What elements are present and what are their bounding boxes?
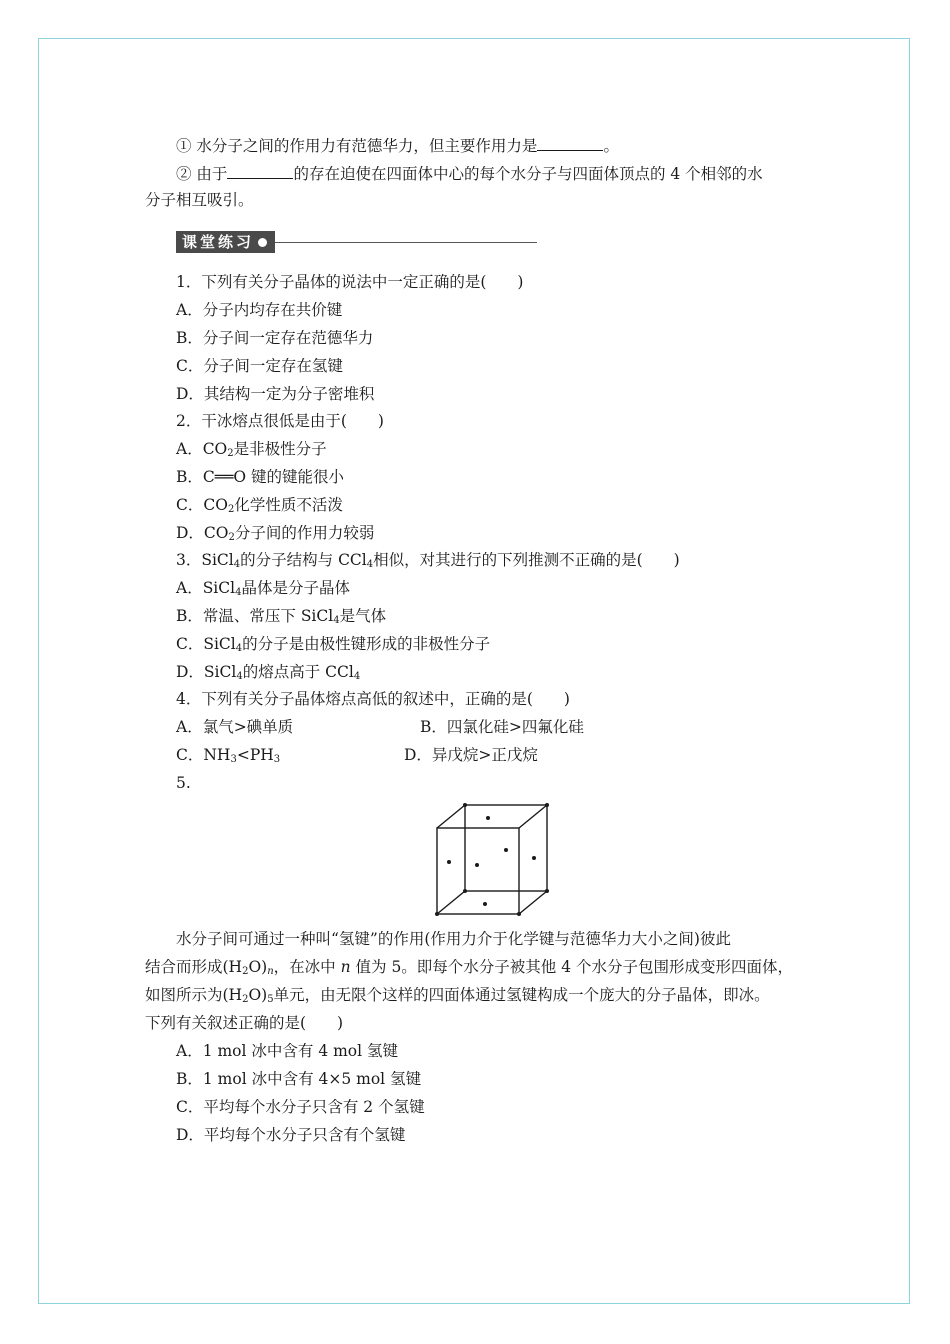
molecule-dot xyxy=(475,863,479,867)
q4-option-a[interactable]: A．氯气>碘单质 xyxy=(176,718,294,736)
q2-stem: 2．干冰熔点很低是由于( ) xyxy=(176,412,384,430)
intro-text: ② 由于 xyxy=(176,165,228,183)
q5-paragraph-4: 下列有关叙述正确的是( ) xyxy=(145,1014,344,1032)
molecule-dot xyxy=(483,902,487,906)
stem-text: 单元，由无限个这样的四面体通过氢键构成一个庞大的分子晶体，即冰。 xyxy=(273,986,770,1004)
q5-paragraph-2 xyxy=(145,956,793,978)
option-text: <PH xyxy=(236,746,274,764)
option-text: C．SiCl xyxy=(176,635,236,653)
q2-option-d[interactable] xyxy=(176,522,374,544)
subscript: 2 xyxy=(227,504,235,515)
cube-edge xyxy=(437,891,465,914)
q5-option-c[interactable]: C．平均每个水分子只含有 2 个氢键 xyxy=(176,1098,425,1116)
subscript: 2 xyxy=(242,994,249,1005)
page-border xyxy=(38,38,910,1304)
answer-blank-1[interactable] xyxy=(537,134,603,151)
stem-text: O) xyxy=(248,958,268,976)
intro-text: 的存在迫使在四面体中心的每个水分子与四面体顶点的 4 个相邻的水 xyxy=(293,165,763,183)
subscript: 2 xyxy=(242,966,249,977)
q3-option-b[interactable] xyxy=(176,605,386,627)
option-text: 是非极性分子 xyxy=(233,440,327,458)
q5-option-b[interactable]: B．1 mol 冰中含有 4×5 mol 氢键 xyxy=(176,1070,422,1088)
section-title: 课堂练习 xyxy=(182,233,255,251)
molecule-dot xyxy=(463,889,467,893)
option-text: C．CO xyxy=(176,496,228,514)
intro-line-3: 分子相互吸引。 xyxy=(145,191,254,209)
cube-edge xyxy=(519,891,547,914)
subscript: 4 xyxy=(366,559,374,570)
stem-text: ，在冰中 xyxy=(273,958,341,976)
intro-text: ① 水分子之间的作用力有范德华力，但主要作用力是 xyxy=(176,137,538,155)
q4-option-b[interactable]: B．四氯化硅>四氟化硅 xyxy=(420,718,584,736)
molecule-dot xyxy=(435,912,439,916)
intro-text: 。 xyxy=(603,137,619,155)
option-text: 的熔点高于 CCl xyxy=(242,663,354,681)
subscript: 4 xyxy=(235,587,242,598)
q5-number: 5. xyxy=(176,774,191,792)
option-text: A．CO xyxy=(176,440,228,458)
option-text: 晶体是分子晶体 xyxy=(241,579,350,597)
subscript: 4 xyxy=(235,643,243,654)
molecule-dot xyxy=(486,816,490,820)
subscript: 5 xyxy=(267,994,274,1005)
q1-option-c[interactable]: C．分子间一定存在氢键 xyxy=(176,357,343,375)
molecule-dot xyxy=(545,889,549,893)
q3-option-a[interactable] xyxy=(176,577,350,599)
intro-line-2 xyxy=(176,162,763,185)
q5-option-d[interactable]: D．平均每个水分子只含有个氢键 xyxy=(176,1126,406,1144)
intro-line-1 xyxy=(176,134,619,157)
q5-paragraph-1: 水分子间可通过一种叫“氢键”的作用(作用力介于化学键与范德华力大小之间)彼此 xyxy=(176,930,731,948)
q5-option-a[interactable]: A．1 mol 冰中含有 4 mol 氢键 xyxy=(176,1042,399,1060)
molecule-dot xyxy=(532,856,536,860)
cube-front-face xyxy=(437,828,519,914)
q4-option-c[interactable] xyxy=(176,744,280,766)
molecule-dot xyxy=(504,848,508,852)
option-text: 化学性质不活泼 xyxy=(234,496,343,514)
q5-paragraph-3 xyxy=(145,984,770,1006)
q4-stem: 4．下列有关分子晶体熔点高低的叙述中，正确的是( ) xyxy=(176,690,570,708)
option-text: A．SiCl xyxy=(176,579,236,597)
subscript: 3 xyxy=(273,754,281,765)
stem-text: 值为 5。即每个水分子被其他 4 个水分子包围形成变形四面体， xyxy=(350,958,794,976)
molecule-dot xyxy=(545,803,549,807)
subscript: 2 xyxy=(228,532,235,543)
answer-blank-2[interactable] xyxy=(227,162,293,179)
stem-text: 相似，对其进行的下列推测不正确的是( ) xyxy=(373,551,680,569)
section-title-tag xyxy=(176,231,275,253)
molecule-dot xyxy=(463,803,467,807)
subscript: n xyxy=(267,966,274,977)
option-text: 分子间的作用力较弱 xyxy=(234,524,375,542)
subscript: 2 xyxy=(227,448,234,459)
q3-stem xyxy=(176,549,680,571)
option-text: D．SiCl xyxy=(176,663,237,681)
q3-option-d[interactable] xyxy=(176,661,360,683)
stem-text: 3．SiCl xyxy=(176,551,234,569)
option-text: 是气体 xyxy=(339,607,387,625)
q1-stem: 1．下列有关分子晶体的说法中一定正确的是( ) xyxy=(176,273,524,291)
option-text: B．常温、常压下 SiCl xyxy=(176,607,334,625)
q1-option-b[interactable]: B．分子间一定存在范德华力 xyxy=(176,329,374,347)
q1-option-d[interactable]: D．其结构一定为分子密堆积 xyxy=(176,385,375,403)
q1-option-a[interactable]: A．分子内均存在共价键 xyxy=(176,301,343,319)
subscript: 4 xyxy=(233,559,241,570)
subscript: 4 xyxy=(353,671,361,682)
section-rule xyxy=(275,242,537,243)
q2-option-b[interactable]: B．C══O 键的键能很小 xyxy=(176,468,345,486)
cube-edge xyxy=(519,805,547,828)
option-text: D．CO xyxy=(176,524,229,542)
option-text: 的分子是由极性键形成的非极性分子 xyxy=(242,635,491,653)
stem-text: 如图所示为(H xyxy=(145,986,243,1004)
section-banner xyxy=(176,231,537,253)
cube-edge xyxy=(437,805,465,828)
stem-text: 结合而形成(H xyxy=(145,958,243,976)
q3-option-c[interactable] xyxy=(176,633,490,655)
subscript: 4 xyxy=(236,671,243,682)
option-text: C．NH xyxy=(176,746,231,764)
subscript: 4 xyxy=(333,615,340,626)
subscript: 3 xyxy=(230,754,237,765)
bullet-dot-icon xyxy=(258,238,267,247)
ice-crystal-cube-diagram xyxy=(430,800,555,922)
molecule-dot xyxy=(517,912,521,916)
q4-option-d[interactable]: D．异戊烷>正戊烷 xyxy=(404,746,538,764)
molecule-dot xyxy=(447,860,451,864)
q2-option-c[interactable] xyxy=(176,494,343,516)
stem-text: 的分子结构与 CCl xyxy=(240,551,367,569)
q2-option-a[interactable] xyxy=(176,438,327,460)
stem-text: O) xyxy=(248,986,268,1004)
variable-n: n xyxy=(340,958,351,976)
